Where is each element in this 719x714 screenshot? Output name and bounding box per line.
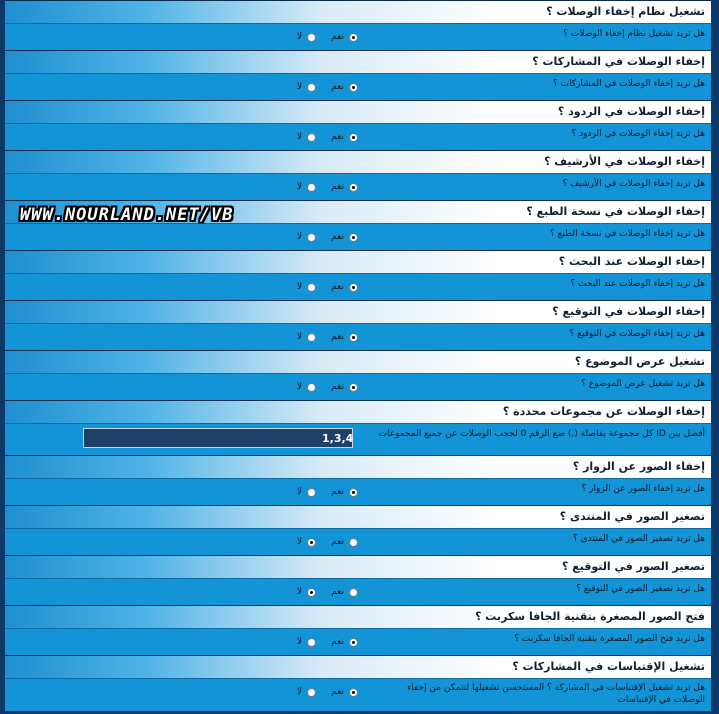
setting-description: هل تريد تشغيل عرض الموضوع ؟ bbox=[581, 379, 705, 389]
yes-no-radio-group bbox=[297, 182, 358, 192]
no-radio[interactable] bbox=[307, 538, 316, 547]
no-radio[interactable] bbox=[307, 488, 316, 497]
setting-description: هل تريد إخفاء الوصلات في نسخة الطبع ؟ bbox=[549, 229, 705, 239]
group-ids-input[interactable]: 1,3,4 bbox=[83, 428, 353, 448]
setting-description: هل تريد إخفاء الصور عن الزوار ؟ bbox=[581, 484, 705, 494]
yes-radio[interactable] bbox=[349, 638, 358, 647]
yes-no-radio-group bbox=[297, 82, 358, 92]
yes-no-radio-group bbox=[297, 232, 358, 242]
yes-no-radio-group bbox=[297, 587, 358, 597]
setting-row bbox=[5, 23, 711, 50]
yes-radio[interactable] bbox=[349, 688, 358, 697]
yes-radio[interactable] bbox=[349, 133, 358, 142]
yes-label: نعم bbox=[331, 637, 344, 647]
setting-row bbox=[5, 223, 711, 250]
setting-description: هل تريد إخفاء الوصلات في الأرشيف ؟ bbox=[562, 179, 705, 189]
yes-label: نعم bbox=[331, 382, 344, 392]
yes-radio[interactable] bbox=[349, 33, 358, 42]
yes-label: نعم bbox=[331, 232, 344, 242]
yes-radio[interactable] bbox=[349, 83, 358, 92]
no-label: لا bbox=[297, 282, 303, 292]
no-label: لا bbox=[297, 232, 303, 242]
no-radio[interactable] bbox=[307, 283, 316, 292]
no-radio[interactable] bbox=[307, 383, 316, 392]
setting-description: هل تريد فتح الصور المصغرة بتقنية الجافا سكربت ؟ bbox=[514, 634, 705, 644]
no-label: لا bbox=[297, 637, 303, 647]
no-label: لا bbox=[297, 382, 303, 392]
setting-row bbox=[5, 478, 711, 505]
setting-description: هل تريد إخفاء الوصلات في الردود ؟ bbox=[571, 129, 705, 139]
setting-row bbox=[5, 373, 711, 400]
yes-no-radio-group bbox=[297, 382, 358, 392]
no-radio[interactable] bbox=[307, 233, 316, 242]
yes-radio[interactable] bbox=[349, 183, 358, 192]
no-radio[interactable] bbox=[307, 638, 316, 647]
section-title: إخفاء الوصلات في الردود ؟ bbox=[5, 100, 711, 123]
setting-row bbox=[5, 173, 711, 200]
yes-label: نعم bbox=[331, 687, 344, 697]
setting-row bbox=[5, 678, 711, 711]
setting-row bbox=[5, 73, 711, 100]
yes-label: نعم bbox=[331, 82, 344, 92]
no-label: لا bbox=[297, 687, 303, 697]
yes-radio[interactable] bbox=[349, 488, 358, 497]
no-radio[interactable] bbox=[307, 588, 316, 597]
yes-no-radio-group bbox=[297, 487, 358, 497]
no-radio[interactable] bbox=[307, 183, 316, 192]
setting-description: هل تريد تصغير الصور في التوقيع ؟ bbox=[576, 584, 705, 594]
setting-row bbox=[5, 528, 711, 555]
setting-row bbox=[5, 323, 711, 350]
no-label: لا bbox=[297, 82, 303, 92]
yes-no-radio-group bbox=[297, 637, 358, 647]
section-title: إخفاء الصور عن الزوار ؟ bbox=[5, 455, 711, 478]
yes-radio[interactable] bbox=[349, 383, 358, 392]
yes-radio[interactable] bbox=[349, 588, 358, 597]
setting-description: هل تريد تشغيل نظام إخفاء الوصلات ؟ bbox=[563, 29, 705, 39]
yes-no-radio-group bbox=[297, 32, 358, 42]
section-title: فتح الصور المصغرة بتقنية الجافا سكربت ؟ bbox=[5, 605, 711, 628]
setting-row bbox=[5, 628, 711, 655]
setting-row bbox=[5, 123, 711, 150]
yes-radio[interactable] bbox=[349, 333, 358, 342]
setting-description: هل تريد إخفاء الوصلات عند البحث ؟ bbox=[570, 279, 705, 289]
setting-row bbox=[5, 273, 711, 300]
yes-no-radio-group bbox=[297, 332, 358, 342]
yes-label: نعم bbox=[331, 282, 344, 292]
yes-label: نعم bbox=[331, 487, 344, 497]
no-label: لا bbox=[297, 487, 303, 497]
section-title: تشغيل عرض الموضوع ؟ bbox=[5, 350, 711, 373]
section-title: إخفاء الوصلات في نسخة الطبع ؟ bbox=[5, 200, 711, 223]
no-radio[interactable] bbox=[307, 33, 316, 42]
section-title: إخفاء الوصلات في الأرشيف ؟ bbox=[5, 150, 711, 173]
yes-label: نعم bbox=[331, 132, 344, 142]
no-radio[interactable] bbox=[307, 133, 316, 142]
no-label: لا bbox=[297, 587, 303, 597]
no-label: لا bbox=[297, 132, 303, 142]
watermark: WWW.NOURLAND.NET/VB bbox=[20, 205, 234, 225]
setting-description: هل تريد تشغيل الإقتباسات في المشاركة ؟ المستحسن تشغيلها لتتمكن من إخفاء الوصلات في الإقتباسات bbox=[406, 683, 705, 705]
section-title: تشغيل الإقتباسات في المشاركات ؟ bbox=[5, 655, 711, 678]
section-title: إخفاء الوصلات في التوقيع ؟ bbox=[5, 300, 711, 323]
setting-description: هل تريد تصغير الصور في المنتدى ؟ bbox=[572, 534, 705, 544]
section-title: تصغير الصور في المنتدى ؟ bbox=[5, 505, 711, 528]
setting-description: هل تريد إخفاء الوصلات في التوقيع ؟ bbox=[569, 329, 705, 339]
yes-no-radio-group bbox=[297, 687, 358, 697]
section-title: إخفاء الوصلات عن مجموعات محددة ؟ bbox=[5, 400, 711, 423]
yes-label: نعم bbox=[331, 32, 344, 42]
yes-label: نعم bbox=[331, 332, 344, 342]
no-label: لا bbox=[297, 182, 303, 192]
yes-no-radio-group bbox=[297, 537, 358, 547]
yes-radio[interactable] bbox=[349, 538, 358, 547]
no-label: لا bbox=[297, 332, 303, 342]
section-title: تشغيل نظام إخفاء الوصلات ؟ bbox=[5, 0, 711, 23]
no-radio[interactable] bbox=[307, 83, 316, 92]
section-title: إخفاء الوصلات عند البحث ؟ bbox=[5, 250, 711, 273]
yes-radio[interactable] bbox=[349, 283, 358, 292]
no-radio[interactable] bbox=[307, 688, 316, 697]
yes-no-radio-group bbox=[297, 132, 358, 142]
yes-label: نعم bbox=[331, 182, 344, 192]
setting-row bbox=[5, 423, 711, 455]
section-title: إخفاء الوصلات في المشاركات ؟ bbox=[5, 50, 711, 73]
setting-description: هل تريد إخفاء الوصلات في المشاركات ؟ bbox=[552, 79, 705, 89]
no-label: لا bbox=[297, 32, 303, 42]
section-title: تصغير الصور في التوقيع ؟ bbox=[5, 555, 711, 578]
yes-radio[interactable] bbox=[349, 233, 358, 242]
yes-no-radio-group bbox=[297, 282, 358, 292]
yes-label: نعم bbox=[331, 587, 344, 597]
yes-label: نعم bbox=[331, 537, 344, 547]
setting-description: أفصل بين ID كل مجموعة بفاصلة (,) ضع الرقم 0 لحجب الوصلات عن جميع المجموعات bbox=[378, 429, 705, 439]
no-radio[interactable] bbox=[307, 333, 316, 342]
settings-panel bbox=[5, 0, 711, 711]
setting-row bbox=[5, 578, 711, 605]
no-label: لا bbox=[297, 537, 303, 547]
